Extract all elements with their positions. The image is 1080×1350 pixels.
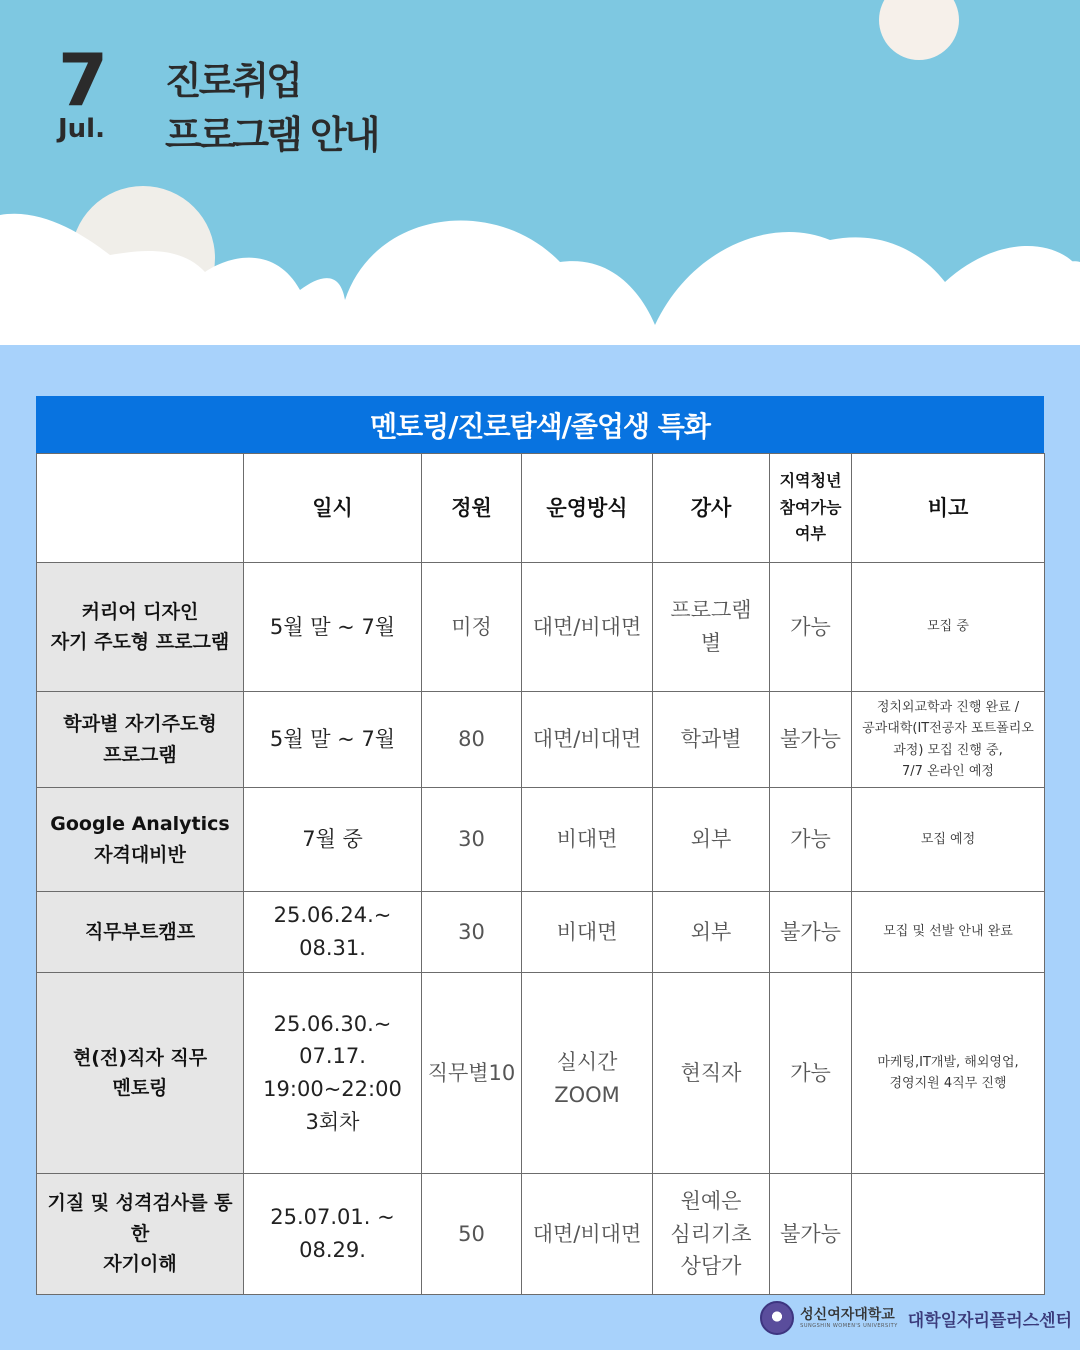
program-note: 정치외교학과 진행 완료 / 공과대학(IT전공자 포트폴리오 과정) 모집 진행 중, 7/7 온라인 예정 xyxy=(852,692,1045,788)
program-capacity: 30 xyxy=(422,892,522,973)
program-regional: 가능 xyxy=(770,788,852,892)
program-regional: 불가능 xyxy=(770,1174,852,1295)
program-capacity: 50 xyxy=(422,1174,522,1295)
program-instructor: 프로그램 별 xyxy=(653,563,770,692)
program-name: 학과별 자기주도형 프로그램 xyxy=(37,692,244,788)
program-date: 25.06.30.~ 07.17. 19:00~22:00 3회차 xyxy=(244,973,422,1174)
table-row xyxy=(37,692,1045,788)
program-instructor: 원예은 심리기초 상담가 xyxy=(653,1174,770,1295)
program-note xyxy=(852,1174,1045,1295)
header-sky xyxy=(0,0,1080,345)
page-title-line2: 프로그램 안내 xyxy=(165,113,378,157)
table-row xyxy=(37,1174,1045,1295)
cloud-illustration xyxy=(0,0,1080,345)
university-name-block xyxy=(800,1308,898,1329)
program-regional: 불가능 xyxy=(770,692,852,788)
program-capacity: 직무별10 xyxy=(422,973,522,1174)
program-regional: 가능 xyxy=(770,563,852,692)
program-instructor: 외부 xyxy=(653,788,770,892)
program-instructor: 외부 xyxy=(653,892,770,973)
program-date: 25.06.24.~ 08.31. xyxy=(244,892,422,973)
table-row xyxy=(37,563,1045,692)
column-header-regional: 지역청년 참여가능 여부 xyxy=(770,454,852,563)
program-table xyxy=(36,453,1045,1295)
program-regional: 가능 xyxy=(770,973,852,1174)
university-name-en: SUNGSHIN WOMEN'S UNIVERSITY xyxy=(800,1322,898,1329)
program-note: 마케팅,IT개발, 해외영업, 경영지원 4직무 진행 xyxy=(852,973,1045,1174)
university-emblem-icon xyxy=(760,1301,794,1335)
column-header-note: 비고 xyxy=(852,454,1045,563)
column-header-date: 일시 xyxy=(244,454,422,563)
program-method: 비대면 xyxy=(522,788,653,892)
program-name: 커리어 디자인 자기 주도형 프로그램 xyxy=(37,563,244,692)
program-instructor: 현직자 xyxy=(653,973,770,1174)
program-note: 모집 예정 xyxy=(852,788,1045,892)
program-method: 대면/비대면 xyxy=(522,692,653,788)
program-instructor: 학과별 xyxy=(653,692,770,788)
university-name: 성신여자대학교 xyxy=(800,1306,895,1323)
program-method: 대면/비대면 xyxy=(522,1174,653,1295)
program-date: 5월 말 ~ 7월 xyxy=(244,692,422,788)
program-method: 비대면 xyxy=(522,892,653,973)
table-row xyxy=(37,973,1045,1174)
program-name: 현(전)직자 직무 멘토링 xyxy=(37,973,244,1174)
column-header-capacity: 정원 xyxy=(422,454,522,563)
footer-branding xyxy=(760,1300,1072,1336)
table-header-row xyxy=(37,454,1045,563)
program-capacity: 30 xyxy=(422,788,522,892)
column-header-method: 운영방식 xyxy=(522,454,653,563)
program-regional: 불가능 xyxy=(770,892,852,973)
program-date: 25.07.01. ~ 08.29. xyxy=(244,1174,422,1295)
program-date: 5월 말 ~ 7월 xyxy=(244,563,422,692)
program-method: 실시간ZOOM xyxy=(522,973,653,1174)
program-name: 기질 및 성격검사를 통한 자기이해 xyxy=(37,1174,244,1295)
center-name: 대학일자리플러스센터 xyxy=(907,1310,1072,1331)
column-header-instructor: 강사 xyxy=(653,454,770,563)
program-note: 모집 및 선발 안내 완료 xyxy=(852,892,1045,973)
page-title-line1: 진로취업 xyxy=(165,59,300,103)
month-number: 7 xyxy=(58,38,107,122)
program-name: 직무부트캠프 xyxy=(37,892,244,973)
table-row xyxy=(37,788,1045,892)
program-capacity: 80 xyxy=(422,692,522,788)
program-date: 7월 중 xyxy=(244,788,422,892)
program-name: Google Analytics 자격대비반 xyxy=(37,788,244,892)
program-method: 대면/비대면 xyxy=(522,563,653,692)
column-header-program xyxy=(37,454,244,563)
table-banner: 멘토링/진로탐색/졸업생 특화 xyxy=(36,396,1044,453)
program-note: 모집 중 xyxy=(852,563,1045,692)
program-capacity: 미정 xyxy=(422,563,522,692)
program-table-container xyxy=(36,396,1044,1295)
table-row xyxy=(37,892,1045,973)
month-name: Jul. xyxy=(58,114,105,144)
